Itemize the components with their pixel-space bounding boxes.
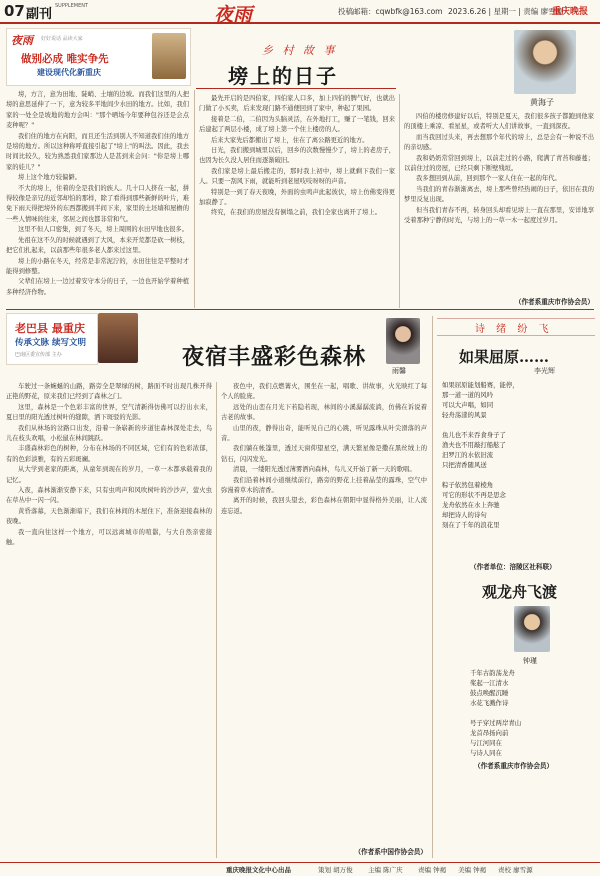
paragraph: 离开的时候，我回头望去，彩色森林在朝阳中显得格外美丽，让人流连忘返。 bbox=[221, 497, 427, 515]
poem-line bbox=[442, 420, 592, 430]
paragraph: 夜色中，我们点燃篝火，围坐在一起，唱歌、讲故事，火光映红了每个人的脸庞。 bbox=[221, 383, 427, 401]
footer-chief: 主编 陈广庆 bbox=[368, 866, 403, 874]
poem-line: 号子穿过两岸青山 bbox=[470, 719, 522, 727]
paragraph: 父辈们在塝上一边过着安守本分的日子，一边也开始学着种植多种经济作物。 bbox=[6, 278, 189, 296]
paragraph: 这里不但人口密集，到了冬天，塝上周围的水田早地也很多。 bbox=[18, 226, 189, 234]
author-name: 黄海子 bbox=[530, 98, 554, 107]
paragraph: 我多想回到从前，回到那个一家人住在一起的年代。 bbox=[416, 175, 561, 183]
paragraph: 先祖在这不久的时候就遇到了大风，本来开荒都是砍一树枝，把它们扎起来，以前那些年很多老人都来过这里。 bbox=[6, 236, 189, 255]
poem1-title: 如果屈原…… bbox=[459, 348, 550, 366]
paragraph: 我们从林场的岔路口出发，沿着一条崭新的步道往森林深处走去，鸟儿在枝头欢唱，小松鼠在林间跳跃。 bbox=[6, 424, 212, 443]
column-divider bbox=[194, 90, 195, 308]
paragraph: 这里，森林是一个色彩丰富的世界，空气清新得仿佛可以拧出水来，夏日里的阳光透过树叶的缝隙，洒下斑驳的光影。 bbox=[6, 403, 212, 422]
poem1-author: 李光辉 bbox=[534, 367, 555, 375]
paragraph: 丰盛森林彩色的树种，分布在林场的不同区域，它们有的色彩浓郁，有的色彩淡雅，有的五彩斑斓。 bbox=[6, 445, 212, 463]
district-ad bbox=[6, 313, 98, 365]
poem-line bbox=[470, 708, 590, 718]
ad-image bbox=[152, 33, 186, 79]
submission-email[interactable]: 投稿邮箱：cqwbfk@163.com bbox=[338, 7, 443, 16]
poem-line: 桨起一江清水 bbox=[470, 679, 509, 687]
paragraph: 我们家是塝上最后搬走的，那时我上初中，塝上就剩下我们一家人。只要一刮风下雨，就能听到老屋吱吱呀呀的声音。 bbox=[199, 167, 395, 186]
district-ad-image bbox=[98, 313, 138, 363]
district-ad-slogan: 传承文脉 续写文明 bbox=[15, 338, 86, 348]
paragraph: 后来大家先后都搬出了塝上，住在了离公路更近的地方。 bbox=[211, 136, 369, 144]
article2-author-photo bbox=[386, 318, 420, 364]
district-ad-sponsor: 巴南区委宣传部 主办 bbox=[15, 352, 62, 358]
paragraph: 我们躺在帐篷里，透过天窗仰望星空，满天繁星像是撒在黑丝绒上的钻石，闪闪发光。 bbox=[221, 445, 427, 463]
footer-art: 美编 钟褐 bbox=[458, 866, 487, 874]
page-footer bbox=[0, 862, 600, 876]
poem-line: 千年古韵荡龙舟 bbox=[470, 669, 515, 677]
column-divider bbox=[216, 382, 217, 858]
poem2-author: 钟瑾 bbox=[523, 657, 537, 665]
paragraph: 日光，我们搬到城里以后，回乡的次数慢慢少了，塝上的老房子，也因为长久没人居住而逐渐破旧。 bbox=[199, 147, 395, 165]
article2-column-1 bbox=[6, 382, 212, 858]
paragraph: 清晨，一缕阳光透过薄雾洒向森林，鸟儿又开始了新一天的歌唱。 bbox=[233, 466, 416, 474]
top-banner-ad bbox=[6, 28, 191, 86]
paragraph: 终究，在我们的房屋没有倒塌之前，我们全家也离开了塝上。 bbox=[211, 209, 382, 217]
paragraph: 当我们的青春渐渐离去，塝上那些曾经热闹的日子，依旧在我的梦里反复出现。 bbox=[404, 185, 594, 204]
column-divider bbox=[399, 94, 400, 308]
ad-subtitle: 好好说话 品读大家 bbox=[41, 36, 83, 42]
article-title: 塝上的日子 bbox=[228, 64, 338, 88]
paragraph: 我和奶奶常常回到塝上，以前走过的小路，爬满了青苔和藤蔓；以前住过的房屋，已经只剩下断壁残垣。 bbox=[404, 154, 594, 173]
article-kicker: 乡 村 故 事 bbox=[262, 44, 338, 57]
poem-line: 粽子依然包着棱角 bbox=[442, 481, 494, 489]
poem-line: 可它的形状不再是思念 bbox=[442, 491, 506, 499]
ad-slogan: 做别必成 唯实争先 bbox=[21, 53, 109, 65]
poem-line: 与江河同在 bbox=[470, 739, 502, 747]
paragraph: 车驶过一条蜿蜒的山路，路旁全是翠绿的树，路面不时出现几株开得正艳的野花，原来我们已经到了森林之门。 bbox=[6, 383, 212, 401]
poem-line: 鼓点唤醒沉睡 bbox=[470, 689, 509, 697]
article1-credit: （作者系重庆市作协会员） bbox=[514, 298, 594, 306]
paragraph: 塝上这个地方较偏僻。 bbox=[18, 174, 81, 182]
poem2-author-photo bbox=[514, 606, 550, 652]
paragraph: 接着是二伯，二伯因为头脑灵活，在外地打工，赚了一笔钱，回来后建起了两层小楼，成了塝上第一个住上楼房的人。 bbox=[199, 115, 395, 134]
poem-line: 只把清香随风送 bbox=[442, 461, 487, 469]
article2-title: 夜宿丰盛彩色森林 bbox=[182, 344, 367, 370]
paragraph: 塝上的小路在冬天，经常是非常泥泞的，水田往往是平整时才能得到修整。 bbox=[6, 257, 189, 275]
section-en: SUPPLEMENT bbox=[55, 3, 89, 9]
poem-line: 刻在了千年的浪花里 bbox=[442, 521, 500, 529]
poem-line: 鱼儿也不来吞食身子了 bbox=[442, 431, 506, 439]
article1-column-3 bbox=[404, 112, 594, 294]
section-name: 副刊 bbox=[26, 7, 53, 22]
poem-line: 龙舟依然在水上奔驰 bbox=[442, 501, 500, 509]
footer-editor: 责编 钟褐 bbox=[418, 866, 447, 874]
masthead-logo: 夜雨 bbox=[214, 4, 253, 26]
article2-credit: （作者系中国作协会员） bbox=[354, 848, 427, 856]
footer-plan: 策划 胡万俊 bbox=[318, 866, 353, 874]
paragraph: 特别是一到了春天夜晚，外面的虫鸣声此起彼伏，塝上仿佛变得更加寂静了。 bbox=[199, 188, 395, 207]
poem2-body bbox=[470, 668, 590, 758]
paragraph: 山里的夜，静得出奇，能听见自己的心跳，听见露珠从叶尖滑落的声音。 bbox=[221, 424, 427, 443]
section-divider bbox=[6, 309, 594, 310]
footer-proof: 责校 廖雪源 bbox=[498, 866, 533, 874]
poem-line: 却把诗人的诗句 bbox=[442, 511, 487, 519]
poem1-credit: （作者单位：涪陵区社科联） bbox=[470, 563, 556, 571]
poem-line: 那一道一道的风吟 bbox=[442, 391, 494, 399]
poem1-body bbox=[442, 380, 592, 530]
issue-date: 2023.6.26 | 星期一 | 责编 廖雪源 bbox=[448, 7, 564, 16]
paragraph: 不大的塝上，住着的全是我们的族人。几十口人挤在一起，拼得较像是亲兄的近邻却怕的那样，除了看得到那些新鲜的叶片，难免下雨天得把塝外的东西都搬到半间下来，家里的土坯墙和屋檐的一些人情味的往来，邻居之间也都非常和气。 bbox=[6, 184, 189, 223]
article2-author: 雨馨 bbox=[392, 367, 406, 375]
paragraph: 但当我们青春不再，转身回头却看见塝上一直在那里，安详地享受着那种宁静的时光，与塝上的一草一木一起度过岁月。 bbox=[404, 206, 594, 225]
author-photo bbox=[514, 30, 576, 94]
paragraph: 最先开启的是四伯家，四伯家人口多，加上四伯的脾气好，也就出门做了小买卖，后来发现门路不通便回到了家中，种起了果园。 bbox=[199, 95, 395, 113]
poem-line: 水花飞溅作诗 bbox=[470, 699, 509, 707]
poem-line: 汨罗江的水依旧流 bbox=[442, 451, 494, 459]
article1-column-1 bbox=[6, 90, 189, 308]
paragraph: 入夜，森林渐渐安静下来，只有虫鸣声和风吹树叶的沙沙声，萤火虫在草丛中一闪一闪。 bbox=[6, 487, 212, 505]
brand-logo: 重庆晚报 bbox=[552, 7, 589, 17]
poem-line: 龙首昂扬向前 bbox=[470, 729, 509, 737]
ad-slogan-2: 建设现代化新重庆 bbox=[37, 68, 101, 77]
footer-org: 重庆晚报文化中心出品 bbox=[226, 866, 291, 874]
page-header bbox=[0, 0, 600, 24]
paragraph: 从大学到老家的距离，从童年到现在的岁月，一草一木都承载着我的记忆。 bbox=[6, 466, 212, 484]
column-divider bbox=[432, 316, 433, 858]
poem-line: 渔夫也不用敲打船舷了 bbox=[442, 441, 506, 449]
poem-line bbox=[442, 470, 592, 480]
ad-logo: 夜雨 bbox=[11, 34, 33, 47]
paragraph: 我们住的地方在向阳，而且还生活到别人不知道我们住的地方是塝的地方。所以这种称呼直接引起了"塝上"的叫法。因此，我去时间比较久，较为熟悉我们家那边人是甚到来会问："你是塝上哪家的娃儿？" bbox=[6, 132, 189, 171]
poem2-credit: （作者系重庆市作协会员） bbox=[474, 762, 554, 770]
paragraph: 塝，方言，意为田地、陡峭、土壤的边坡。而我们这里的人把塝的意思延伸了一下，意为较多平地间少水田的地方。比如，我们家的一处全是坡地的地方会叫："那个晒场今年要种包谷还是会点麦种呢？" bbox=[6, 91, 189, 130]
poem-line: 轻舟荡漾的风景 bbox=[442, 411, 487, 419]
paragraph: 黄昏落幕，天色渐渐暗下，我们在林间的木屋住下，准备迎接森林的夜晚。 bbox=[6, 507, 212, 526]
paragraph: 而当我回过头来，再去想那个年代的塝上，总是会有一种说不出的亲切感。 bbox=[404, 133, 594, 152]
poem-line: 与诗人同在 bbox=[470, 749, 502, 757]
title-divider bbox=[196, 88, 396, 89]
poetry-label: 诗 绪 纷 飞 bbox=[475, 324, 553, 335]
poem2-title: 观龙舟飞渡 bbox=[482, 583, 558, 601]
article2-column-2 bbox=[221, 382, 427, 844]
paragraph: 我一直向往这样一个地方，可以远离城市的喧嚣，与大自然亲密接触。 bbox=[6, 528, 212, 547]
paragraph: 四伯的楼房修建好以后，特别是夏天，我们很多孩子都跑到他家的顶楼上乘凉、看星星，或者听大人们讲故事，一直到深夜。 bbox=[404, 113, 594, 131]
paragraph: 我们沿着林间小道继续前行，路旁的野花上挂着晶莹的露珠，空气中弥漫着草木的清香。 bbox=[221, 476, 427, 495]
article1-column-2 bbox=[199, 94, 395, 308]
paragraph: 远处的山峦在月光下若隐若现，林间的小溪潺潺流淌，仿佛在诉说着古老的故事。 bbox=[221, 403, 427, 422]
district-ad-title: 老巴县 最重庆 bbox=[15, 322, 85, 335]
page-number: 07 bbox=[4, 2, 25, 20]
poem-line: 如果屈原能划船赛，能停， bbox=[442, 381, 519, 389]
poem-line: 可以大声唱，如同 bbox=[442, 401, 494, 409]
